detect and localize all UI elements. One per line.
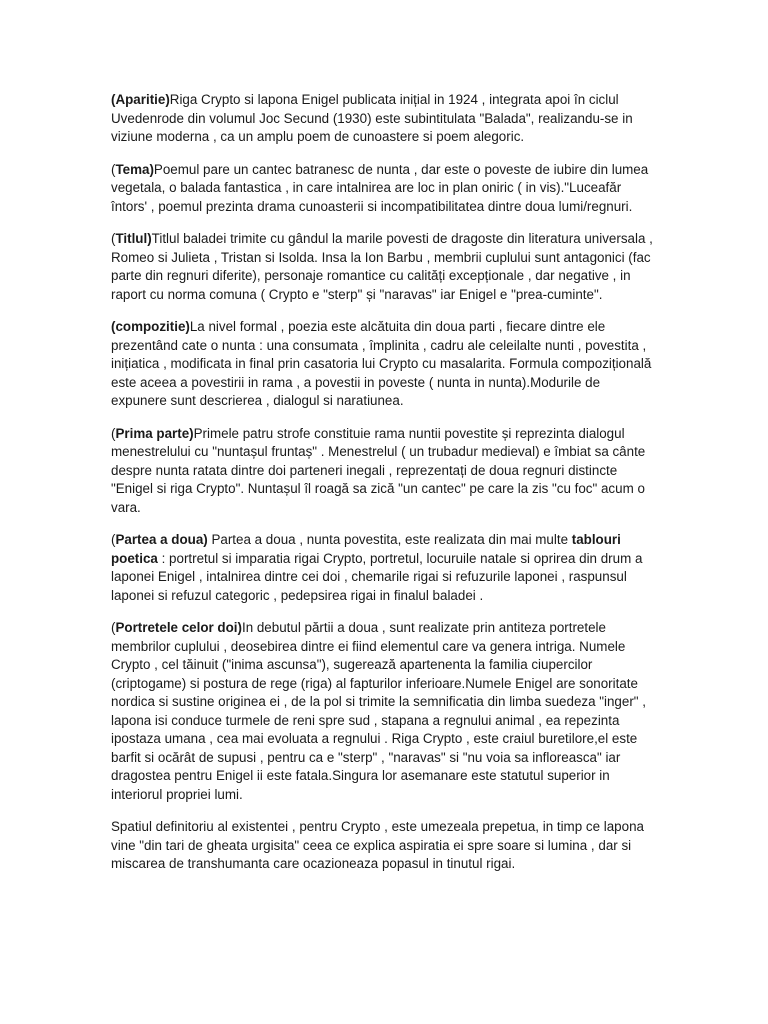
- bold-term: tablouri poetica: [111, 532, 621, 566]
- paragraph-text: Primele patru strofe constituie rama nuntii povestite și reprezinta dialogul menestrelului cu "nuntașul fruntaș" . Menestrelul ( un trubadur medieval) e îmbiat sa cânte despre nunta ratata dintre doi parteneri inegali , reprezentați de doua regnuri distincte "Enigel si riga Crypto". Nuntașul îl roagă sa zică "un cantec" pe care la zis "cu foc" acum o vara.: [111, 425, 646, 515]
- open-paren: (: [111, 532, 116, 547]
- paragraph-text: In debutul părtii a doua , sunt realizate prin antiteza portretele membrilor cuplului , deosebirea dintre ei fiind elementul care va genera intriga. Numele Crypto , cel tăinuit ("inima ascunsa"), sugerează apartenenta la familia ciupercilor (criptogame) si postura de rege (riga) al fapturilor inferioare.Numele Enigel are sonoritate nordica si sustine originea ei , de la pol si trimite la semnificatia din limba suedeza "inger" , lapona isi conduce turmele de reni spre sud , stapana a regnului animal , ea repezinta ipostaza umana , cea mai evoluata a regnului . Riga Crypto , este craiul buretilore,el este barfit si ocărât de supusi , pentru ca e "sterp" , "naravas" si "nu voia sa infloreasca" iar dragostea pentru Enigel ii este fatala.Singura lor asemanare este statutul superior in interiorul propriei lumi.: [111, 620, 646, 802]
- paragraph-text: : portretul si imparatia rigai Crypto, portretul, locuruile natale si oprirea din drum a laponei Enigel , intalnirea dintre cei doi , chemarile rigai si refuzurile laponei , raspunsul laponei si refuzul categoric , pedepsirea rigai in finalul baladei .: [111, 550, 643, 603]
- paragraph-spatiul: [111, 818, 658, 874]
- section-heading: (Aparitie): [111, 92, 170, 107]
- paragraph-text: Partea a doua , nunta povestita, este realizata din mai multe: [207, 532, 572, 547]
- paragraph-portretele: [111, 619, 658, 804]
- section-heading: Portretele celor doi): [115, 620, 242, 635]
- paragraph-titlul: [111, 230, 658, 304]
- section-heading: Prima parte): [115, 425, 194, 441]
- open-paren: (: [111, 425, 116, 441]
- section-heading: Titlul): [115, 231, 152, 246]
- section-heading: Tema): [115, 161, 154, 177]
- paragraph-prima-parte: [111, 425, 658, 518]
- paragraph-partea-a-doua: [111, 531, 658, 605]
- paragraph-text: Poemul pare un cantec batranesc de nunta , dar este o poveste de iubire din lumea vegetala, o balada fantastica , in care intalnirea are loc in plan oniric ( in vis)."Luceafăr întors' , poemul prezinta drama cunoasterii si incompatibilitatea dintre doua lumi/regnuri.: [111, 161, 649, 214]
- open-paren: (: [111, 161, 116, 177]
- section-heading: Partea a doua): [115, 532, 208, 547]
- section-heading: (compozitie): [111, 319, 190, 334]
- paragraph-compozitie: [111, 318, 658, 411]
- open-paren: (: [111, 620, 116, 635]
- paragraph-text: Spatiul definitoriu al existentei , pentru Crypto , este umezeala prepetua, in timp ce lapona vine "din tari de gheata urgisita" ceea ce explica aspiratia ei spre soare si lumina , dar si miscarea de transhumanta care ocazioneaza popasul in tinutul rigai.: [111, 819, 644, 871]
- paragraph-text: Riga Crypto si lapona Enigel publicata inițial in 1924 , integrata apoi în ciclul Uvedenrode din volumul Joc Secund (1930) este subintitulata "Balada", realizandu-se in viziune moderna , ca un amplu poem de cunoastere si poem alegoric.: [111, 92, 633, 144]
- paragraph-text: Titlul baladei trimite cu gândul la marile povesti de dragoste din literatura universala , Romeo si Julieta , Tristan si Isolda. Insa la Ion Barbu , membrii cuplului sunt antagonici (fac parte din regnuri diferite), personaje romantice cu calități excepționale , dar negative , in raport cu norma comuna ( Crypto e "sterp" și "naravas" iar Enigel e "prea-cuminte".: [111, 231, 653, 302]
- paragraph-text: La nivel formal , poezia este alcătuita din doua parti , fiecare dintre ele prezentând cate o nunta : una consumata , împlinita , cadru ale celeilalte nunti , povestita , inițiatica , modificata in final prin casatoria lui Crypto cu masalarita. Formula compozițională este aceea a povestirii in rama , a povestii in poveste ( nunta in nunta).Modurile de expunere sunt descrierea , dialogul si naratiunea.: [111, 319, 652, 408]
- paragraph-aparitie: [111, 91, 658, 147]
- open-paren: (: [111, 231, 116, 246]
- paragraph-tema: [111, 161, 658, 217]
